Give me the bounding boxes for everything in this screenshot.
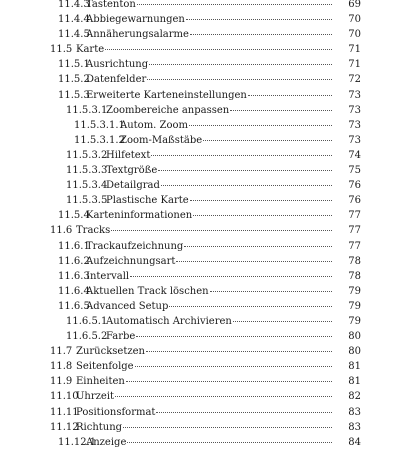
toc-entry-title: Zurücksetzen [76, 346, 145, 358]
toc-dot-leader [135, 366, 332, 367]
toc-entry[interactable] [0, 359, 400, 374]
toc-entry-number: 11.6.5.2 [66, 331, 108, 343]
toc-dot-leader [123, 427, 332, 428]
toc-entry[interactable] [0, 0, 400, 12]
toc-entry-page: 77 [348, 225, 361, 237]
toc-entry-number: 11.5.4 [58, 210, 90, 222]
toc-entry[interactable] [0, 193, 400, 208]
toc-entry[interactable] [0, 420, 400, 435]
toc-entry-page: 83 [348, 421, 361, 433]
toc-entry-page: 70 [348, 29, 361, 41]
toc-entry-title: Trackaufzeichnung [86, 240, 184, 252]
toc-entry-number: 11.6.5 [58, 300, 90, 312]
toc-entry-page: 76 [348, 195, 361, 207]
toc-dot-leader [127, 442, 332, 443]
toc-dot-leader [105, 49, 332, 50]
toc-entry-number: 11.5.1 [58, 59, 90, 71]
toc-entry[interactable] [0, 254, 400, 269]
toc-entry[interactable] [0, 405, 400, 420]
toc-entry-title: Intervall [86, 270, 130, 282]
toc-entry-title: Aktuellen Track löschen [86, 285, 209, 297]
toc-entry-page: 82 [348, 391, 361, 403]
toc-entry-number: 11.9 [50, 376, 73, 388]
toc-dot-leader [149, 64, 332, 65]
toc-entry[interactable] [0, 27, 400, 42]
toc-dot-leader [147, 79, 332, 80]
toc-entry-number: 11.5.3.5 [66, 195, 108, 207]
toc-entry[interactable] [0, 239, 400, 254]
toc-entry-title: Zoom-Maßstäbe [120, 134, 203, 146]
toc-entry-title: Datenfelder [86, 74, 147, 86]
toc-entry-number: 11.6.2 [58, 255, 90, 267]
toc-entry-title: Tastenton [86, 0, 136, 10]
toc-entry[interactable] [0, 374, 400, 389]
toc-entry-title: Karteninformationen [86, 210, 193, 222]
toc-entry-title: Automatisch Archivieren [106, 315, 232, 327]
toc-entry-title: Abbiegewarnungen [86, 14, 185, 26]
toc-entry-title: Plastische Karte [106, 195, 189, 207]
toc-dot-leader [130, 276, 332, 277]
toc-entry-page: 77 [348, 240, 361, 252]
toc-entry-title: Zoombereiche anpassen [106, 104, 230, 116]
toc-entry-number: 11.4.4 [58, 14, 90, 26]
toc-entry-page: 76 [348, 180, 361, 192]
toc-dot-leader [158, 170, 332, 171]
toc-entry[interactable] [0, 118, 400, 133]
toc-entry-page: 78 [348, 255, 361, 267]
toc-dot-leader [126, 381, 332, 382]
toc-entry-page: 77 [348, 210, 361, 222]
toc-dot-leader [230, 110, 332, 111]
toc-dot-leader [233, 321, 332, 322]
toc-entry-number: 11.5.3.4 [66, 180, 108, 192]
toc-entry[interactable] [0, 88, 400, 103]
toc-dot-leader [176, 261, 332, 262]
toc-dot-leader [190, 200, 332, 201]
toc-entry-page: 71 [348, 44, 361, 56]
toc-entry-number: 11.5.3.1.2 [74, 134, 125, 146]
toc-dot-leader [146, 351, 332, 352]
toc-entry-number: 11.4.3 [58, 0, 90, 10]
toc-entry-title: Richtung [76, 421, 123, 433]
toc-entry-number: 11.5.3.1 [66, 104, 108, 116]
toc-entry-number: 11.6.5.1 [66, 315, 108, 327]
toc-entry-number: 11.4.5 [58, 29, 90, 41]
toc-dot-leader [203, 140, 332, 141]
toc-entry[interactable] [0, 314, 400, 329]
toc-entry-title: Uhrzeit [76, 391, 115, 403]
toc-entry-page: 74 [348, 149, 361, 161]
toc-entry-number: 11.12.1 [58, 436, 97, 448]
toc-entry-page: 72 [348, 74, 361, 86]
toc-entry-page: 81 [348, 376, 361, 388]
toc-entry-number: 11.5.3 [58, 89, 90, 101]
toc-entry-title: Tracks [76, 225, 111, 237]
toc-entry-number: 11.6.3 [58, 270, 90, 282]
toc-entry-number: 11.5 [50, 44, 73, 56]
toc-entry-page: 80 [348, 331, 361, 343]
toc-entry-page: 79 [348, 315, 361, 327]
toc-entry-number: 11.7 [50, 346, 73, 358]
toc-entry-page: 83 [348, 406, 361, 418]
toc-entry-title: Positionsformat [76, 406, 156, 418]
toc-entry-title: Ausrichtung [86, 59, 149, 71]
toc-entry[interactable] [0, 103, 400, 118]
toc-entry-title: Seitenfolge [76, 361, 134, 373]
toc-dot-leader [186, 19, 332, 20]
toc-entry[interactable] [0, 12, 400, 27]
toc-entry-page: 75 [348, 165, 361, 177]
toc-entry-number: 11.8 [50, 361, 73, 373]
toc-entry-number: 11.5.3.2 [66, 149, 108, 161]
toc-entry[interactable] [0, 269, 400, 284]
toc-entry[interactable] [0, 133, 400, 148]
toc-entry-page: 80 [348, 346, 361, 358]
toc-entry-title: Textgröße [106, 165, 158, 177]
toc-entry[interactable] [0, 284, 400, 299]
toc-entry[interactable] [0, 329, 400, 344]
toc-entry-page: 79 [348, 285, 361, 297]
toc-entry-title: Erweiterte Karteneinstellungen [86, 89, 247, 101]
toc-entry-page: 84 [348, 436, 361, 448]
toc-entry-title: Karte [76, 44, 105, 56]
toc-entry-number: 11.5.3.1.1 [74, 119, 125, 131]
toc-dot-leader [161, 185, 332, 186]
toc-entry-number: 11.6.1 [58, 240, 90, 252]
toc-entry-title: Detailgrad [106, 180, 160, 192]
toc-entry-number: 11.12 [50, 421, 79, 433]
toc-entry-title: Autom. Zoom [120, 119, 189, 131]
toc-entry[interactable] [0, 57, 400, 72]
toc-entry-title: Einheiten [76, 376, 125, 388]
toc-entry[interactable] [0, 389, 400, 404]
toc-dot-leader [193, 215, 332, 216]
toc-entry[interactable] [0, 299, 400, 314]
toc-entry-page: 70 [348, 14, 361, 26]
toc-entry-page: 71 [348, 59, 361, 71]
toc-entry-title: Aufzeichnungsart [86, 255, 176, 267]
toc-dot-leader [151, 155, 332, 156]
toc-entry-page: 73 [348, 104, 361, 116]
toc-entry-page: 69 [348, 0, 361, 10]
toc-entry-page: 81 [348, 361, 361, 373]
toc-entry-number: 11.10 [50, 391, 79, 403]
toc-dot-leader [190, 34, 332, 35]
toc-entry-title: Advanced Setup [86, 300, 169, 312]
toc-dot-leader [189, 125, 332, 126]
toc-dot-leader [210, 291, 332, 292]
toc-entry[interactable] [0, 42, 400, 57]
toc-entry-number: 11.6 [50, 225, 73, 237]
toc-entry-title: Farbe [106, 331, 136, 343]
toc-dot-leader [115, 396, 332, 397]
toc-entry-number: 11.5.3.3 [66, 165, 108, 177]
toc-entry-page: 73 [348, 89, 361, 101]
toc-entry[interactable] [0, 163, 400, 178]
toc-entry[interactable] [0, 344, 400, 359]
toc-entry-number: 11.11 [50, 406, 79, 418]
toc-dot-leader [137, 4, 332, 5]
toc-entry[interactable] [0, 72, 400, 87]
toc-entry-page: 73 [348, 119, 361, 131]
toc-dot-leader [248, 95, 332, 96]
toc-dot-leader [136, 336, 332, 337]
toc-entry-title: Anzeige [86, 436, 127, 448]
toc-entry[interactable] [0, 208, 400, 223]
toc-entry[interactable] [0, 178, 400, 193]
toc-entry-page: 79 [348, 300, 361, 312]
toc-entry-title: Hilfetext [106, 149, 151, 161]
toc-entry[interactable] [0, 148, 400, 163]
toc-entry-number: 11.5.2 [58, 74, 90, 86]
toc-entry[interactable] [0, 435, 400, 450]
toc-entry-number: 11.6.4 [58, 285, 90, 297]
toc-dot-leader [184, 246, 332, 247]
toc-dot-leader [111, 230, 332, 231]
toc-dot-leader [156, 412, 332, 413]
toc-entry[interactable] [0, 223, 400, 238]
toc-entry-page: 78 [348, 270, 361, 282]
toc-entry-title: Annäherungsalarme [86, 29, 189, 41]
toc-dot-leader [169, 306, 332, 307]
toc-entry-page: 73 [348, 134, 361, 146]
